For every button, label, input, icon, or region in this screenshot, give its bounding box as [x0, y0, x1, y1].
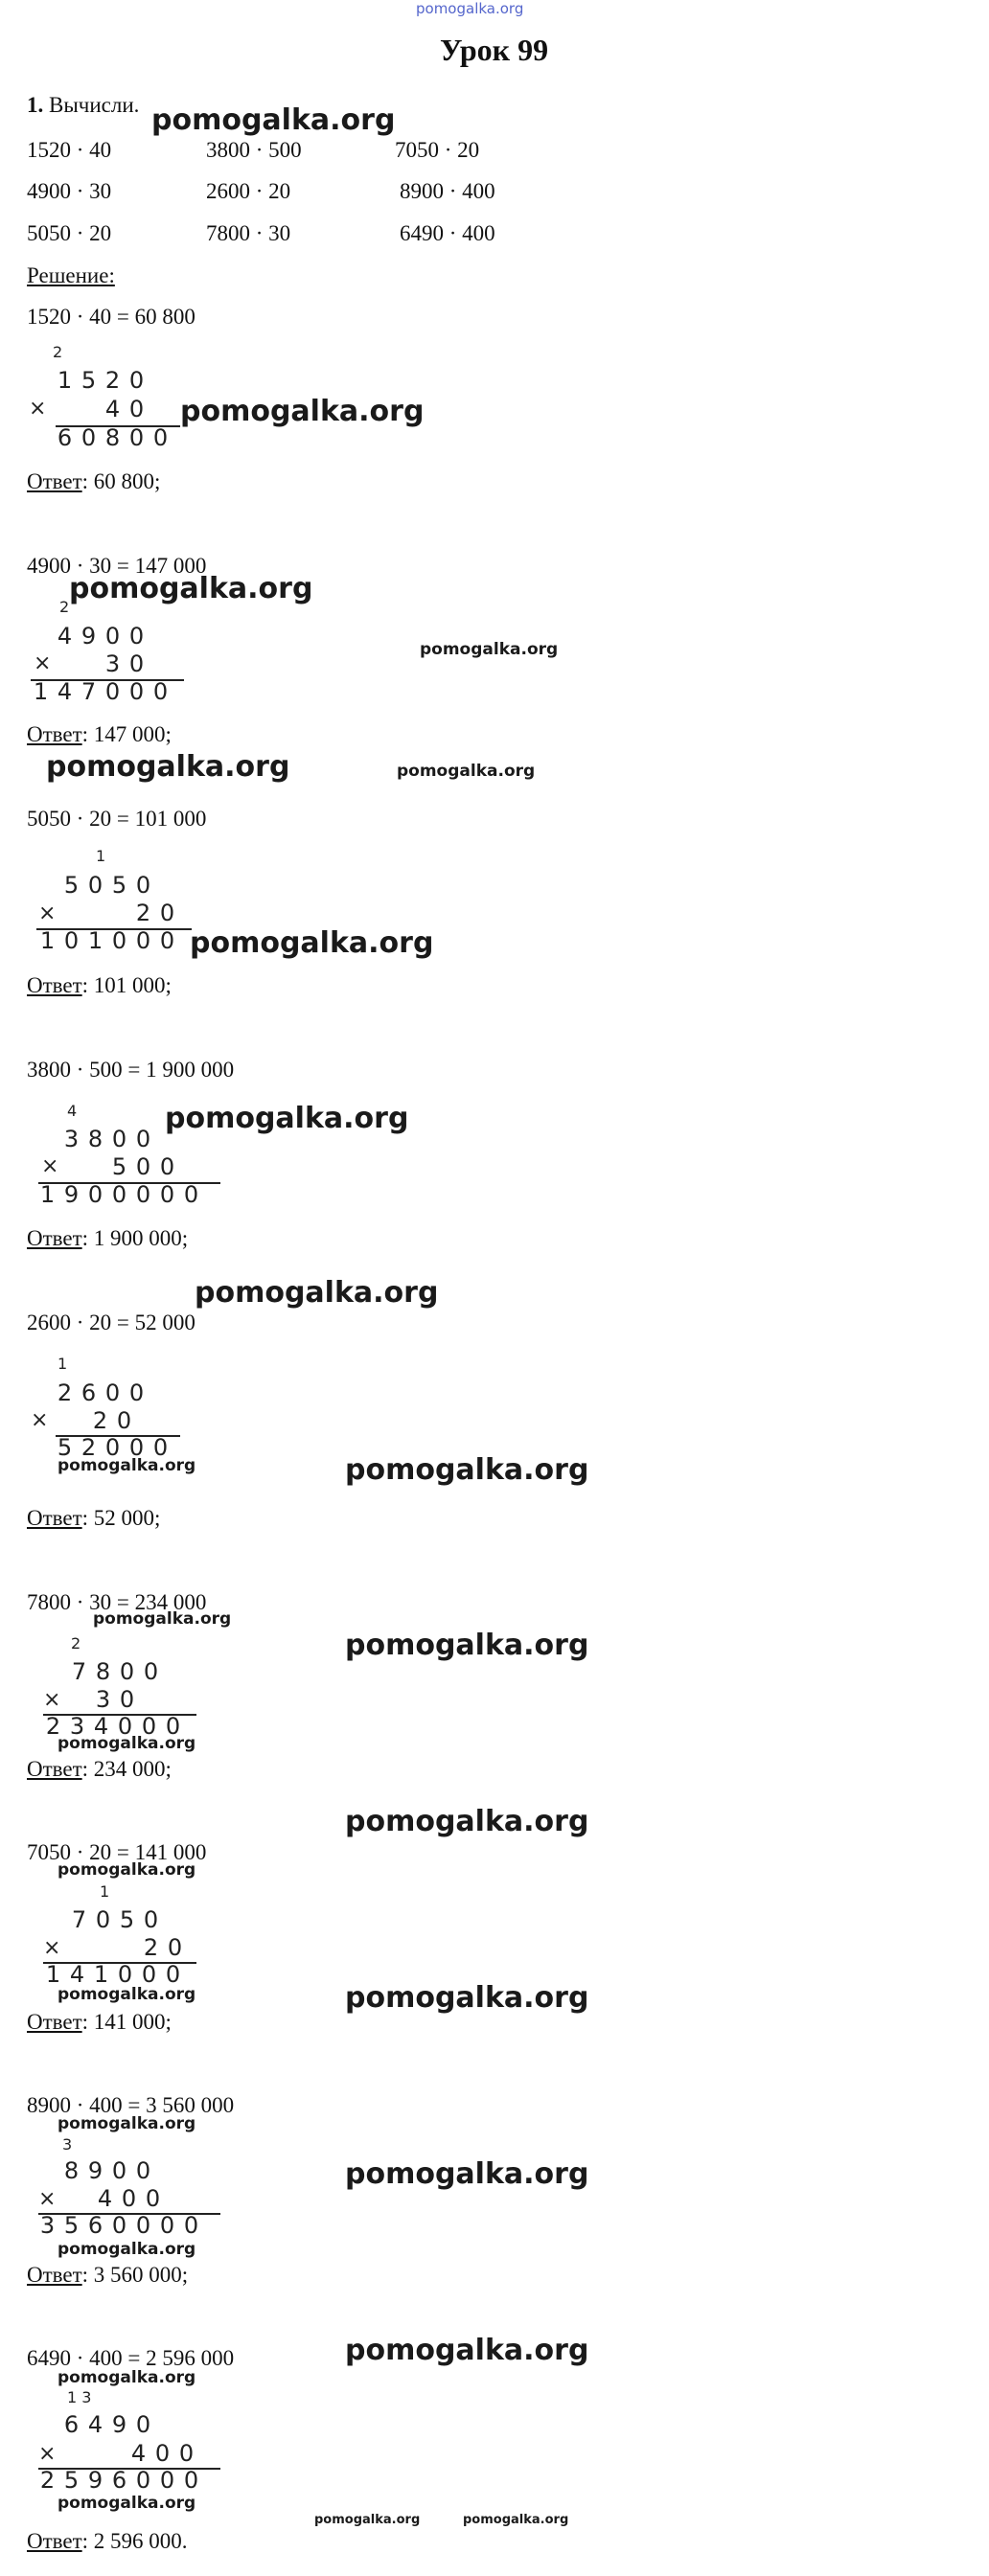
digit: 9: [80, 623, 97, 650]
digit: 5: [63, 2467, 80, 2494]
carry-digit: 1: [96, 847, 106, 865]
digit: 9: [111, 2411, 127, 2438]
answer-value: : 52 000;: [81, 1506, 161, 1530]
multiply-sign: ×: [41, 1154, 59, 1178]
digit: 5: [63, 872, 80, 899]
digit: 5: [63, 2212, 80, 2239]
digit: 0: [167, 1934, 183, 1961]
solution-equation: 6490 · 400 = 2 596 000: [27, 2346, 235, 2370]
solution-equation: 1520 · 40 = 60 800: [27, 305, 196, 329]
digit: 0: [159, 2212, 175, 2239]
digit: 0: [178, 2440, 195, 2467]
solution-label: Решение:: [27, 263, 115, 287]
answer-label: Ответ: [27, 722, 82, 746]
digit: 0: [159, 1181, 175, 1208]
answer-value: : 2 596 000.: [81, 2529, 188, 2553]
digit: 0: [159, 2467, 175, 2494]
carry-digit: 1 3: [67, 2388, 92, 2406]
digit: 1: [93, 1961, 109, 1988]
watermark: pomogalka.org: [190, 926, 434, 960]
digit: 0: [104, 678, 121, 705]
digit: 0: [143, 1658, 159, 1685]
watermark: pomogalka.org: [58, 1456, 196, 1475]
digit: 2: [143, 1934, 159, 1961]
digit: 5: [111, 872, 127, 899]
watermark: pomogalka.org: [420, 640, 559, 659]
multiplicand: [59, 2157, 155, 2184]
digit: 0: [141, 1713, 157, 1740]
multiplicand: [67, 1906, 163, 1933]
digit: 4: [97, 2185, 113, 2212]
digit: 3: [95, 1686, 111, 1713]
multiplicand: [53, 1379, 149, 1406]
digit: 0: [104, 623, 121, 650]
digit: 0: [87, 872, 104, 899]
multiplier: [93, 2185, 165, 2212]
watermark: pomogalka.org: [314, 2513, 421, 2527]
answer-label: Ответ: [27, 1757, 82, 1781]
multiplier: [101, 396, 149, 422]
carry-digit: 2: [59, 598, 70, 616]
page-title: Урок 99: [440, 33, 549, 67]
digit: 0: [121, 2185, 137, 2212]
digit: 0: [80, 424, 97, 451]
digit: 0: [135, 2212, 151, 2239]
digit: 0: [152, 1434, 169, 1461]
answer-label: Ответ: [27, 2263, 82, 2287]
watermark: pomogalka.org: [463, 2513, 569, 2527]
digit: 7: [80, 678, 97, 705]
answer-line: [27, 722, 172, 747]
digit: 0: [135, 2467, 151, 2494]
digit: 0: [128, 1379, 145, 1406]
digit: 3: [63, 1126, 80, 1152]
digit: 0: [128, 1434, 145, 1461]
multiply-sign: ×: [43, 1688, 61, 1712]
digit: 5: [57, 1434, 73, 1461]
digit: 1: [39, 927, 56, 954]
digit: 0: [183, 2212, 199, 2239]
answer-label: Ответ: [27, 2529, 82, 2553]
digit: 0: [128, 424, 145, 451]
digit: 2: [80, 1434, 97, 1461]
digit: 0: [135, 927, 151, 954]
watermark: pomogalka.org: [345, 2157, 589, 2191]
digit: 6: [111, 2467, 127, 2494]
answer-line: [27, 2529, 188, 2554]
task-expr: 2600 · 20: [206, 179, 291, 203]
task-expr: 1520 · 40: [27, 138, 112, 162]
product: [35, 2467, 203, 2494]
multiplier: [139, 1934, 187, 1961]
product: [53, 424, 172, 451]
digit: 3: [69, 1713, 85, 1740]
digit: 2: [45, 1713, 61, 1740]
multiply-sign: ×: [29, 397, 47, 421]
task-text: Вычисли.: [49, 93, 140, 117]
digit: 2: [104, 367, 121, 394]
multiplier: [91, 1686, 139, 1713]
solution-equation: 4900 · 30 = 147 000: [27, 554, 207, 578]
multiply-sign: ×: [34, 651, 52, 675]
digit: 7: [71, 1658, 87, 1685]
task-expr: 3800 · 500: [206, 138, 302, 162]
digit: 0: [159, 927, 175, 954]
digit: 2: [92, 1407, 108, 1434]
digit: 0: [143, 1906, 159, 1933]
digit: 0: [128, 396, 145, 422]
digit: 9: [87, 2157, 104, 2184]
digit: 0: [104, 1434, 121, 1461]
answer-value: : 1 900 000;: [81, 1226, 189, 1250]
answer-value: : 3 560 000;: [81, 2263, 189, 2287]
multiplier: [131, 900, 179, 926]
product: [35, 1181, 203, 1208]
digit: 0: [117, 1713, 133, 1740]
digit: 0: [128, 650, 145, 677]
task-expr: 6490 · 400: [400, 221, 495, 245]
digit: 0: [165, 1961, 181, 1988]
digit: 0: [128, 678, 145, 705]
digit: 0: [135, 1153, 151, 1180]
watermark: pomogalka.org: [165, 1102, 409, 1135]
digit: 0: [145, 2185, 161, 2212]
digit: 1: [39, 1181, 56, 1208]
answer-line: [27, 469, 160, 494]
watermark: pomogalka.org: [46, 750, 290, 784]
watermark: pomogalka.org: [151, 103, 396, 137]
answer-label: Ответ: [27, 1506, 82, 1530]
digit: 0: [135, 872, 151, 899]
digit: 2: [57, 1379, 73, 1406]
watermark: pomogalka.org: [345, 1981, 589, 2015]
task-expr: 7800 · 30: [206, 221, 291, 245]
digit: 6: [87, 2212, 104, 2239]
task-number: 1.: [27, 93, 44, 117]
digit: 4: [87, 2411, 104, 2438]
watermark: pomogalka.org: [58, 2114, 196, 2133]
digit: 0: [135, 1126, 151, 1152]
digit: 0: [135, 1181, 151, 1208]
answer-line: [27, 1226, 188, 1251]
digit: 0: [117, 1961, 133, 1988]
digit: 0: [152, 424, 169, 451]
answer-line: [27, 2010, 172, 2035]
solution-equation: 5050 · 20 = 101 000: [27, 807, 207, 831]
answer-line: [27, 973, 172, 998]
digit: 0: [165, 1713, 181, 1740]
digit: 7: [71, 1906, 87, 1933]
multiplier: [88, 1407, 136, 1434]
digit: 6: [80, 1379, 97, 1406]
solution-equation: 7800 · 30 = 234 000: [27, 1590, 207, 1614]
product: [29, 678, 172, 705]
watermark: pomogalka.org: [345, 1453, 589, 1487]
answer-value: : 234 000;: [81, 1757, 172, 1781]
carry-digit: 4: [67, 1102, 78, 1120]
watermark: pomogalka.org: [93, 1609, 232, 1629]
digit: 4: [93, 1713, 109, 1740]
multiplicand: [67, 1658, 163, 1685]
digit: 0: [159, 900, 175, 926]
digit: 0: [154, 2440, 171, 2467]
digit: 5: [80, 367, 97, 394]
watermark: pomogalka.org: [58, 1985, 196, 2004]
digit: 4: [130, 2440, 147, 2467]
digit: 0: [152, 678, 169, 705]
multiplicand: [59, 2411, 155, 2438]
watermark: pomogalka.org: [69, 572, 313, 605]
carry-digit: 2: [53, 343, 63, 361]
digit: 2: [39, 2467, 56, 2494]
watermark: pomogalka.org: [345, 2334, 589, 2367]
product: [41, 1961, 185, 1988]
digit: 0: [128, 623, 145, 650]
digit: 0: [95, 1906, 111, 1933]
multiplicand: [59, 1126, 155, 1152]
answer-label: Ответ: [27, 469, 82, 493]
answer-label: Ответ: [27, 1226, 82, 1250]
digit: 0: [183, 2467, 199, 2494]
digit: 1: [33, 678, 49, 705]
answer-value: : 60 800;: [81, 469, 161, 493]
digit: 4: [69, 1961, 85, 1988]
digit: 0: [135, 2157, 151, 2184]
watermark: pomogalka.org: [397, 762, 536, 781]
multiplicand: [53, 623, 149, 650]
task-expr: 7050 · 20: [395, 138, 480, 162]
solution-equation: 7050 · 20 = 141 000: [27, 1840, 207, 1864]
answer-label: Ответ: [27, 973, 82, 997]
multiply-sign: ×: [38, 901, 57, 925]
carry-digit: 1: [58, 1355, 68, 1373]
digit: 8: [87, 1126, 104, 1152]
task-heading: [27, 93, 139, 118]
watermark: pomogalka.org: [58, 2240, 196, 2259]
task-expr: 4900 · 30: [27, 179, 112, 203]
answer-line: [27, 2263, 188, 2288]
digit: 9: [87, 2467, 104, 2494]
answer-label: Ответ: [27, 2010, 82, 2034]
digit: 0: [111, 1181, 127, 1208]
multiply-sign: ×: [38, 2187, 57, 2211]
multiply-sign: ×: [31, 1408, 49, 1432]
watermark: pomogalka.org: [58, 2368, 196, 2387]
answer-line: [27, 1506, 160, 1531]
product: [35, 927, 179, 954]
multiplicand: [59, 872, 155, 899]
digit: 0: [104, 1379, 121, 1406]
watermark: pomogalka.org: [345, 1629, 589, 1662]
digit: 8: [95, 1658, 111, 1685]
solution-equation: 3800 · 500 = 1 900 000: [27, 1058, 235, 1082]
digit: 5: [119, 1906, 135, 1933]
digit: 2: [135, 900, 151, 926]
digit: 6: [57, 424, 73, 451]
solution-equation: 2600 · 20 = 52 000: [27, 1311, 196, 1334]
multiplicand: [53, 367, 149, 394]
solution-equation: 8900 · 400 = 3 560 000: [27, 2093, 235, 2117]
answer-line: [27, 1757, 172, 1782]
digit: 4: [104, 396, 121, 422]
answer-value: : 141 000;: [81, 2010, 172, 2034]
digit: 0: [141, 1961, 157, 1988]
multiplier: [126, 2440, 198, 2467]
digit: 5: [111, 1153, 127, 1180]
watermark: pomogalka.org: [180, 395, 425, 428]
digit: 1: [57, 367, 73, 394]
digit: 1: [87, 927, 104, 954]
digit: 0: [119, 1686, 135, 1713]
digit: 3: [39, 2212, 56, 2239]
digit: 0: [119, 1658, 135, 1685]
task-expr: 5050 · 20: [27, 221, 112, 245]
carry-digit: 1: [100, 1882, 110, 1901]
task-expr: 8900 · 400: [400, 179, 495, 203]
digit: 0: [111, 2157, 127, 2184]
product: [35, 2212, 203, 2239]
digit: 6: [63, 2411, 80, 2438]
digit: 8: [104, 424, 121, 451]
multiply-sign: ×: [38, 2442, 57, 2466]
digit: 0: [135, 2411, 151, 2438]
digit: 0: [116, 1407, 132, 1434]
multiply-sign: ×: [43, 1936, 61, 1960]
digit: 0: [128, 367, 145, 394]
digit: 4: [57, 623, 73, 650]
watermark: pomogalka.org: [345, 1805, 589, 1838]
carry-digit: 3: [62, 2135, 73, 2154]
digit: 0: [159, 1153, 175, 1180]
watermark: pomogalka.org: [195, 1276, 439, 1310]
watermark: pomogalka.org: [58, 1860, 196, 1880]
site-logo[interactable]: pomogalka.org: [416, 0, 524, 17]
digit: 0: [111, 1126, 127, 1152]
digit: 0: [111, 927, 127, 954]
digit: 4: [57, 678, 73, 705]
digit: 3: [104, 650, 121, 677]
digit: 0: [183, 1181, 199, 1208]
watermark: pomogalka.org: [58, 2494, 196, 2513]
digit: 0: [63, 927, 80, 954]
answer-value: : 147 000;: [81, 722, 172, 746]
digit: 0: [111, 2212, 127, 2239]
digit: 0: [87, 1181, 104, 1208]
digit: 9: [63, 1181, 80, 1208]
carry-digit: 2: [71, 1634, 81, 1653]
multiplier: [107, 1153, 179, 1180]
digit: 8: [63, 2157, 80, 2184]
multiplier: [101, 650, 149, 677]
answer-value: : 101 000;: [81, 973, 172, 997]
digit: 1: [45, 1961, 61, 1988]
watermark: pomogalka.org: [58, 1734, 196, 1753]
